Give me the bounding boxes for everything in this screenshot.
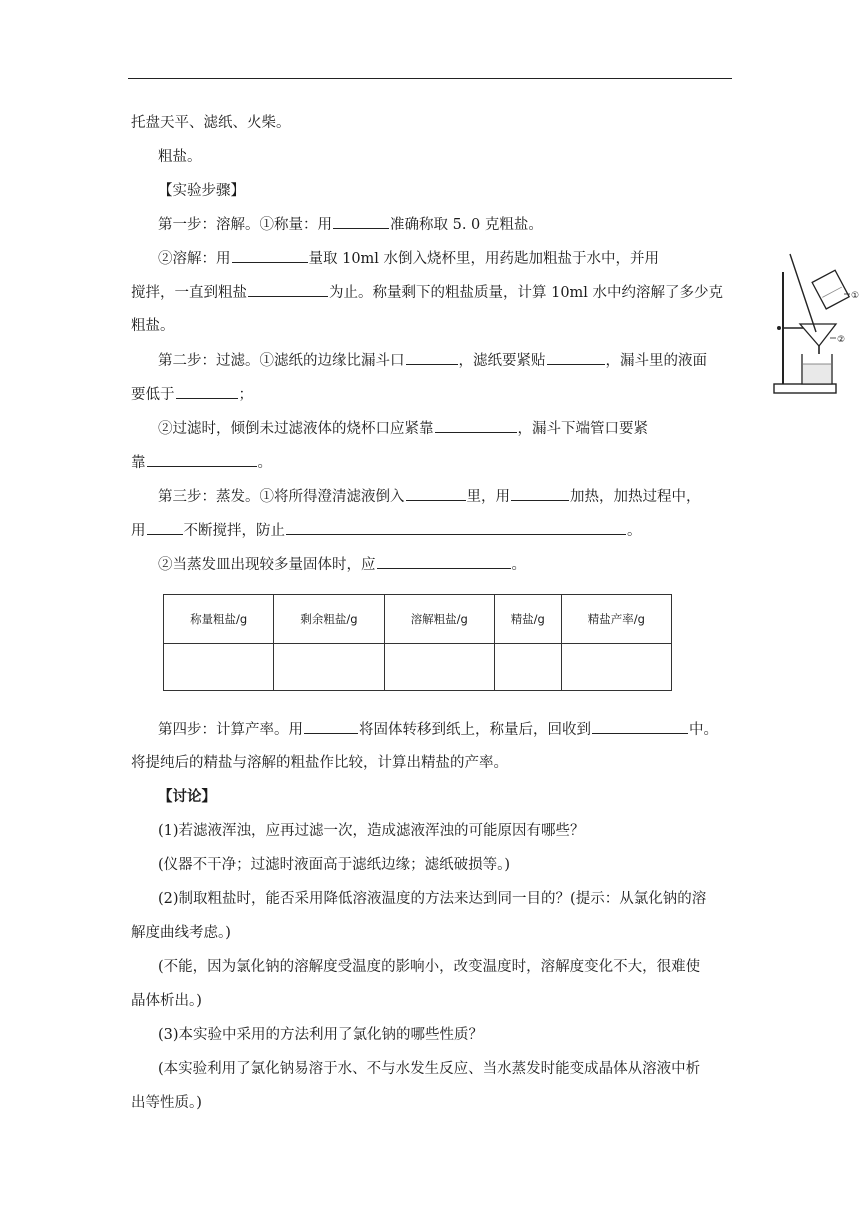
blank-field[interactable] bbox=[304, 719, 358, 734]
step2-tip: 靠 。 bbox=[131, 452, 272, 473]
table-cell[interactable] bbox=[561, 644, 671, 691]
table-cell[interactable] bbox=[384, 644, 494, 691]
answer-1: (仪器不干净；过滤时液面高于滤纸边缘；滤纸破损等。) bbox=[158, 857, 511, 873]
table-header-cell: 称量粗盐/g bbox=[164, 595, 274, 644]
steps-heading: 【实验步骤】 bbox=[158, 183, 245, 199]
table-cell[interactable] bbox=[274, 644, 384, 691]
blank-field[interactable] bbox=[377, 554, 511, 569]
blank-field[interactable] bbox=[592, 719, 688, 734]
blank-field[interactable] bbox=[547, 350, 605, 365]
step3-solid: ②当蒸发皿出现较多量固体时，应 。 bbox=[158, 554, 526, 575]
step1-dissolve: ②溶解：用 量取 10ml 水倒入烧杯里，用药匙加粗盐于水中，并用 bbox=[158, 248, 659, 269]
table-header-row bbox=[164, 595, 672, 644]
blank-field[interactable] bbox=[406, 350, 458, 365]
table-cell[interactable] bbox=[494, 644, 561, 691]
table-header-cell: 精盐产率/g bbox=[561, 595, 671, 644]
table-row bbox=[164, 644, 672, 691]
reagent-line: 粗盐。 bbox=[158, 149, 202, 165]
blank-field[interactable] bbox=[435, 418, 517, 433]
blank-field[interactable] bbox=[147, 520, 183, 535]
table-header-cell: 溶解粗盐/g bbox=[384, 595, 494, 644]
blank-field[interactable] bbox=[511, 486, 569, 501]
blank-field[interactable] bbox=[176, 384, 238, 399]
answer-2-cont: 晶体析出。) bbox=[131, 993, 202, 1009]
step4-yield: 第四步：计算产率。用 将固体转移到纸上，称量后，回收到 中。 bbox=[158, 719, 718, 740]
step1-end: 粗盐。 bbox=[131, 318, 175, 334]
results-table bbox=[163, 594, 672, 691]
blank-field[interactable] bbox=[147, 452, 257, 467]
step3-evaporate: 第三步：蒸发。①将所得澄清滤液倒入 里，用 加热，加热过程中， bbox=[158, 486, 701, 507]
answer-3-cont: 出等性质。) bbox=[131, 1095, 202, 1111]
figure-label-2: ② bbox=[837, 335, 846, 345]
materials-line: 托盘天平、滤纸、火柴。 bbox=[131, 115, 291, 131]
answer-2: (不能，因为氯化钠的溶解度受温度的影响小，改变温度时，溶解度变化不大，很难使 bbox=[158, 959, 701, 975]
table-header-cell: 精盐/g bbox=[494, 595, 561, 644]
step3-stir: 用 不断搅拌，防止 。 bbox=[131, 520, 642, 541]
filtration-apparatus-figure bbox=[768, 252, 860, 398]
blank-field[interactable] bbox=[333, 214, 389, 229]
step1-stir: 搅拌，一直到粗盐 为止。称量剩下的粗盐质量，计算 10ml 水中约溶解了多少克 bbox=[131, 282, 723, 303]
question-1: (1)若滤液浑浊，应再过滤一次，造成滤液浑浊的可能原因有哪些？ bbox=[158, 823, 585, 839]
step4-compare: 将提纯后的精盐与溶解的粗盐作比较，计算出精盐的产率。 bbox=[131, 755, 508, 771]
table-header-cell: 剩余粗盐/g bbox=[274, 595, 384, 644]
figure-label-1: ① bbox=[851, 291, 860, 301]
step2-level: 要低于 ； bbox=[131, 384, 253, 405]
step2-filter: 第二步：过滤。①滤纸的边缘比漏斗口 ，滤纸要紧贴 ，漏斗里的液面 bbox=[158, 350, 707, 371]
header-rule bbox=[128, 78, 732, 79]
discussion-heading: 【讨论】 bbox=[158, 789, 216, 805]
blank-field[interactable] bbox=[406, 486, 466, 501]
question-2: (2)制取粗盐时，能否采用降低溶液温度的方法来达到同一目的？(提示：从氯化钠的溶 bbox=[158, 891, 707, 907]
blank-field[interactable] bbox=[232, 248, 308, 263]
table-cell[interactable] bbox=[164, 644, 274, 691]
step2-pour: ②过滤时，倾倒未过滤液体的烧杯口应紧靠 ，漏斗下端管口要紧 bbox=[158, 418, 648, 439]
answer-3: (本实验利用了氯化钠易溶于水、不与水发生反应、当水蒸发时能变成晶体从溶液中析 bbox=[158, 1061, 701, 1077]
question-2-cont: 解度曲线考虑。) bbox=[131, 925, 231, 941]
blank-field[interactable] bbox=[248, 282, 328, 297]
blank-field[interactable] bbox=[286, 520, 626, 535]
step1-weigh: 第一步：溶解。①称量：用 准确称取 5. 0 克粗盐。 bbox=[158, 214, 543, 235]
question-3: (3)本实验中采用的方法利用了氯化钠的哪些性质？ bbox=[158, 1027, 484, 1043]
